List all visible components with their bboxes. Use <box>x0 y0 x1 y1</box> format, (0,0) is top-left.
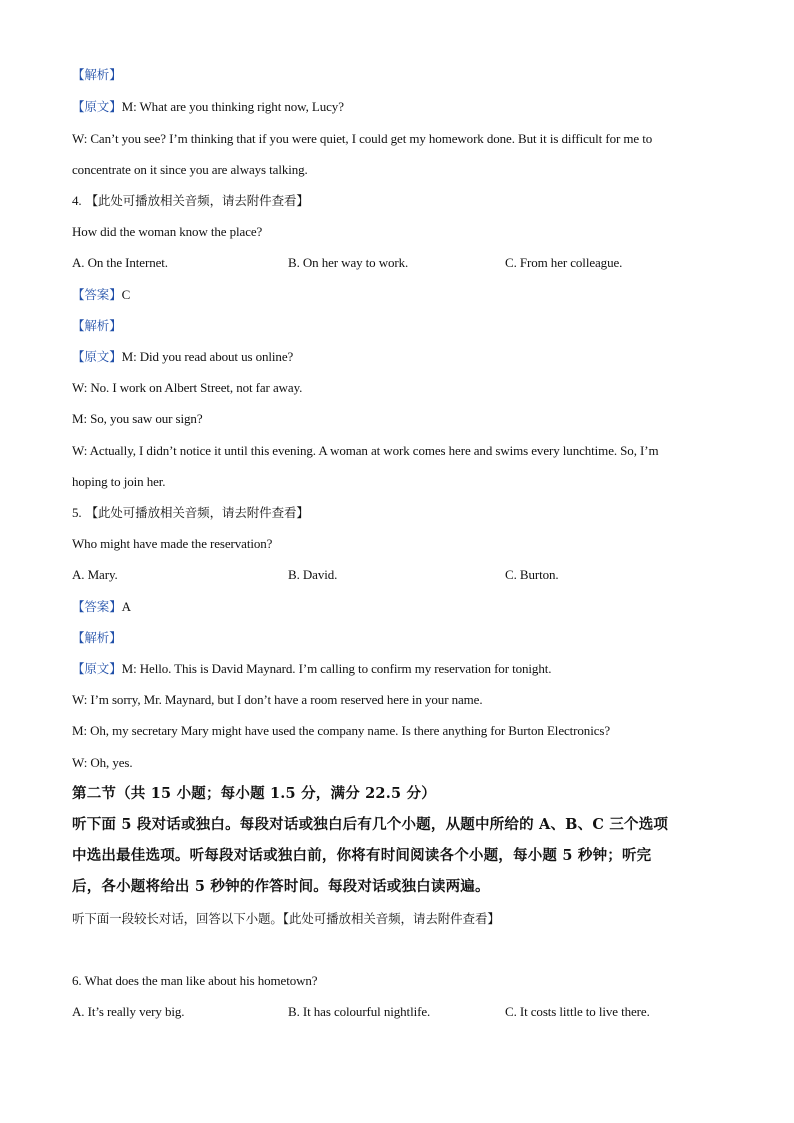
transcript-line: W: Can’t you see? I’m thinking that if you were quiet, I could get my homework done. But it is difficult for me to <box>72 131 653 146</box>
answer-line-q4 <box>72 286 130 304</box>
answer-value: A <box>121 599 131 614</box>
option-b: B. It has colourful nightlife. <box>288 1004 431 1019</box>
transcript-line: 【原文】M: What are you thinking right now, Lucy? <box>72 99 344 114</box>
transcript-line: M: Oh, my secretary Mary might have used the company name. Is there anything for Burton Electronics? <box>72 723 611 738</box>
transcript-line: 【原文】M: Hello. This is David Maynard. I’m calling to confirm my reservation for tonight. <box>72 661 552 676</box>
option-c: C. Burton. <box>505 567 559 582</box>
answer-label: 【答案】 <box>72 287 122 302</box>
answer-value: C <box>121 287 131 302</box>
question-5-header: 5. 【此处可播放相关音频，请去附件查看】 <box>72 505 309 520</box>
option-c: C. From her colleague. <box>505 255 623 270</box>
section-instructions: 听下面 5 段对话或独白。每段对话或独白后有几个小题，从题中所给的 A、B、C 三个选项 <box>72 816 669 833</box>
listening-prompt[interactable]: 听下面一段较长对话，回答以下小题。【此处可播放相关音频，请去附件查看】 <box>72 911 500 926</box>
analysis-label-q4: 【解析】 <box>72 318 122 333</box>
analysis-label-q3: 【解析】 <box>72 67 122 82</box>
question-6-text: 6. What does the man like about his hometown? <box>72 973 318 988</box>
audio-note[interactable]: 【此处可播放相关音频，请去附件查看】 <box>85 505 309 520</box>
option-b: B. On her way to work. <box>288 255 409 270</box>
question-5-text: Who might have made the reservation? <box>72 536 273 551</box>
question-4-header: 4. 【此处可播放相关音频，请去附件查看】 <box>72 193 309 208</box>
section-instructions: 中选出最佳选项。听每段对话或独白前，你将有时间阅读各个小题，每小题 5 秒钟；听完 <box>72 847 652 864</box>
transcript-line: W: Actually, I didn’t notice it until this evening. A woman at work comes here and swims every lunchtime. So, I’m <box>72 443 659 458</box>
transcript-line: W: No. I work on Albert Street, not far away. <box>72 380 303 395</box>
analysis-label-q5: 【解析】 <box>72 630 122 645</box>
transcript-line: M: So, you saw our sign? <box>72 411 203 426</box>
option-a: A. It’s really very big. <box>72 1004 185 1019</box>
audio-note[interactable]: 【此处可播放相关音频，请去附件查看】 <box>85 193 309 208</box>
source-label: 【原文】 <box>72 349 122 364</box>
transcript-line: hoping to join her. <box>72 474 166 489</box>
source-label: 【原文】 <box>72 661 122 676</box>
answer-label: 【答案】 <box>72 599 122 614</box>
option-c: C. It costs little to live there. <box>505 1004 650 1019</box>
transcript-line: W: I’m sorry, Mr. Maynard, but I don’t have a room reserved here in your name. <box>72 692 483 707</box>
option-a: A. Mary. <box>72 567 118 582</box>
section-instructions: 后，各小题将给出 5 秒钟的作答时间。每段对话或独白读两遍。 <box>72 878 490 895</box>
transcript-line: concentrate on it since you are always talking. <box>72 162 308 177</box>
transcript-line: W: Oh, yes. <box>72 755 133 770</box>
option-b: B. David. <box>288 567 338 582</box>
question-4-text: How did the woman know the place? <box>72 224 263 239</box>
source-label: 【原文】 <box>72 99 122 114</box>
answer-line-q5 <box>72 598 131 616</box>
option-a: A. On the Internet. <box>72 255 168 270</box>
transcript-line: 【原文】M: Did you read about us online? <box>72 349 294 364</box>
section-heading: 第二节（共 15 小题；每小题 1.5 分，满分 22.5 分） <box>72 785 436 802</box>
